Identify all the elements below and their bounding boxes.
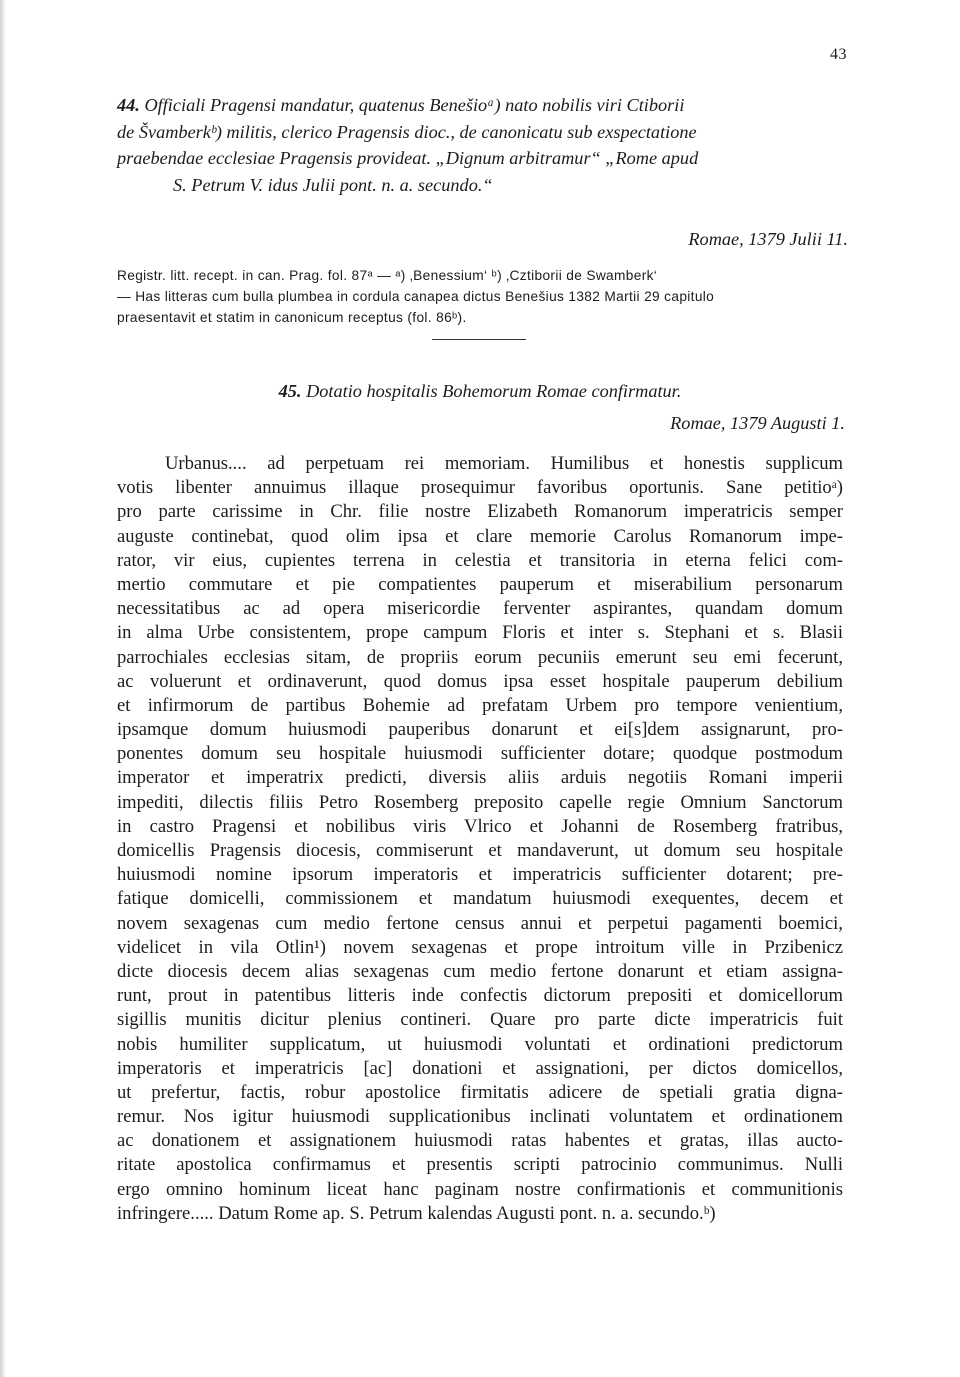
doc45-body-text [117, 452, 843, 1226]
doc44-line: praebendae ecclesiae Pragensis provideat. „Dignum arbitramur“ „Rome apud [117, 148, 699, 168]
body-line: videlicet in vila Otlin¹) novem sexagenas et prope introitum ville in Przibenicz [117, 936, 843, 958]
body-line: ipsamque domum huiusmodi pauperibus donarunt et ei[s]dem assignarunt, pro- [117, 719, 843, 741]
document-44-heading [117, 92, 843, 198]
body-line: Urbanus.... ad perpetuam rei memoriam. Humilibus et honestis supplicum [165, 453, 843, 474]
body-line: auguste continebat, quod olim ipsa et clare memorie Carolus Romanorum impe- [117, 525, 843, 547]
body-line: sigillis munitis dicitur plenius contineri. Quare pro parte dicte imperatricis fuit [117, 1009, 843, 1031]
document-45-title [0, 381, 960, 402]
body-line: novem sexagenas cum medio fertone census annui et perpetui pagamenti boemici, [117, 912, 843, 934]
note-line: praesentavit et statim in canonicum receptus (fol. 86ᵇ). [117, 310, 467, 325]
doc44-line: S. Petrum V. idus Julii pont. n. a. secundo.“ [173, 174, 493, 195]
body-line: nobis humiliter supplicatum, ut huiusmodi voluntati et ordinationi predictorum [117, 1033, 843, 1055]
body-line: votis libenter annuimus illaque prosequimur favoribus oportunis. Sane petitioᵃ) [117, 477, 843, 499]
doc45-date: Romae, 1379 Augusti 1. [670, 413, 845, 433]
doc44-date: Romae, 1379 Julii 11. [688, 229, 848, 249]
body-line: mertio commutare et pie compatientes pauperum et miserabilium personarum [117, 573, 843, 595]
body-line: pro parte carissime in Chr. filie nostre Elizabeth Romanorum imperatricis semper [117, 501, 843, 523]
body-line: imperator et imperatrix predicti, diversis aliis arduis negotiis Romani imperii [117, 767, 843, 789]
body-line: ac donationem et assignationem huiusmodi ratas habentes et gratas, illas aucto- [117, 1130, 843, 1152]
page-spine-shadow [0, 0, 6, 1377]
doc44-line: de Švamberkᵇ) militis, clerico Pragensis dioc., de canonicatu sub exspectatione [117, 121, 697, 142]
body-line: remur. Nos igitur huiusmodi supplicationibus inclinati voluntatem et ordinationem [117, 1106, 843, 1128]
body-line: parrochiales ecclesias sitam, de propriis eorum pecuniis emerunt seu emi fecerunt, [117, 646, 843, 668]
body-line: et infirmorum de partibus Bohemie ad prefatam Urbem pro tempore venientium, [117, 694, 843, 716]
doc45-number: 45. [278, 381, 302, 401]
doc44-line [117, 92, 843, 119]
body-line: runt, prout in patentibus litteris inde confectis dictorum prepositi et domicellorum [117, 985, 843, 1007]
body-line: imperatoris et imperatricis [ac] donationi et assignationi, per dictos domicellos, [117, 1057, 843, 1079]
section-divider [432, 339, 526, 340]
body-line: ut prefertur, factis, robur apostolice firmitatis adicere de spetiali gratia digna- [117, 1081, 843, 1103]
body-line: fatique domicelli, commissionem et mandatum huiusmodi exequentes, decem et [117, 888, 843, 910]
body-line: rator, vir eius, cupientes terrena in celestia et transitoria in eterna felici com- [117, 549, 843, 571]
body-line: ac voluerunt et ordinaverunt, quod domus ipsa esset hospitale pauperum debilium [117, 670, 843, 692]
body-line: huiusmodi nomine ipsorum imperatoris et imperatricis sufficienter dotarent; pre- [117, 864, 843, 886]
body-line: dicte diocesis decem alias sexagenas cum medio fertone donarunt et etiam assigna- [117, 960, 843, 982]
body-line: infringere..... Datum Rome ap. S. Petrum kalendas Augusti pont. n. a. secundo.ᵇ) [117, 1202, 716, 1224]
page-number: 43 [830, 46, 847, 63]
note-line: — Has litteras cum bulla plumbea in cordula canapea dictus Benešius 1382 Martii 29 capitulo [117, 289, 715, 304]
body-line: ritate apostolica confirmamus et presentis scripti patrocinio communimus. Nulli [117, 1154, 843, 1176]
body-line: impediti, dilectis filiis Petro Rosemberg preposito capelle regie Omnium Sanctorum [117, 791, 843, 813]
body-line: domicellis Pragensis diocesis, commiserunt et mandaverunt, ut domum seu hospitale [117, 840, 843, 861]
doc44-line-text: Officiali Pragensi mandatur, quatenus Benešioᵃ) nato nobilis viri Ctiborii [144, 95, 685, 115]
doc44-number: 44. [117, 95, 140, 115]
body-line: ponentes domum seu hospitale huiusmodi sufficienter dotare; quodque postmodum [117, 743, 843, 765]
body-line: ergo omnino hominum liceat hanc paginam nostre confirmationis et communitionis [117, 1178, 843, 1200]
body-line: in castro Pragensi et nobilibus viris Vlrico et Johanni de Rosemberg fratribus, [117, 815, 843, 837]
note-line: Registr. litt. recept. in can. Prag. fol. 87ᵃ — ᵃ) ‚Benessium‘ ᵇ) ‚Cztiborii de Swamberk‘ [117, 268, 658, 283]
doc44-source-note [117, 265, 843, 328]
body-line: necessitatibus ac ad opera misericordie ferventer aspirantes, quandam domum [117, 598, 843, 620]
doc45-title-text: Dotatio hospitalis Bohemorum Romae confirmatur. [306, 381, 682, 401]
body-line: in alma Urbe consistentem, prope campum Floris et inter s. Stephani et s. Blasii [117, 622, 843, 644]
